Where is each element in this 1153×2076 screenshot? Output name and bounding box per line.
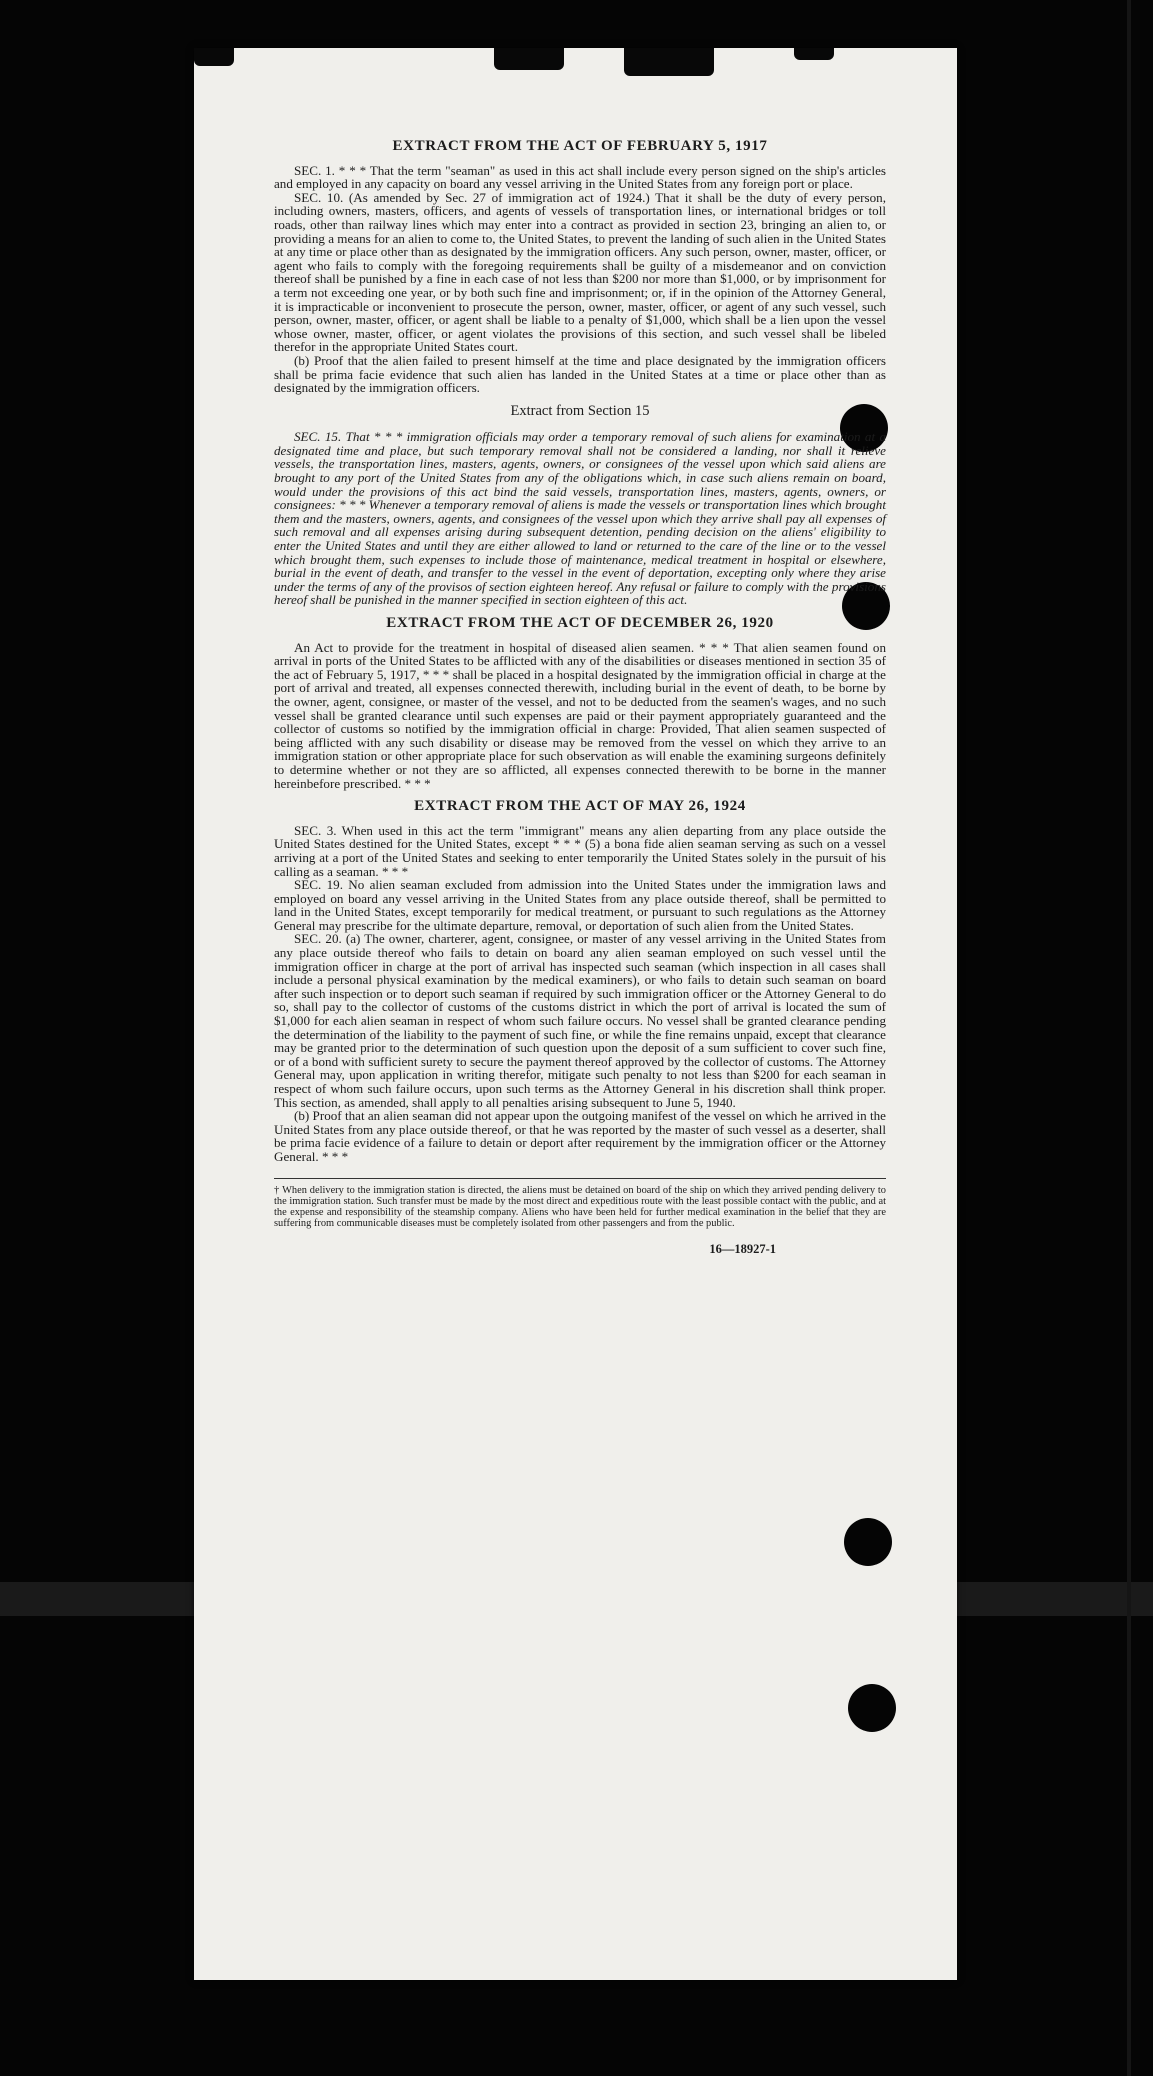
paragraph: SEC. 1. * * * That the term "seaman" as used in this act shall include every person signed on the ship's articles and employed in any capacity on board any vessel arriving in the United States from any foreign port or place. bbox=[274, 162, 886, 192]
paragraph: SEC. 3. When used in this act the term "immigrant" means any alien departing from any place outside the United States destined for the United States, except * * * (5) a bona fide alien seaman serving as such on a vessel arriving at a port of the United States and seeking to enter temporarily the United States solely in the pursuit of his calling as a seaman. * * * bbox=[274, 822, 886, 879]
footnote: † When delivery to the immigration station is directed, the aliens must be detained on board of the ship on which they arrived pending delivery to the immigration station. Such transfer must be made by the most direct and expeditious route with the least possible contact with the public, and at the expense and responsibility of the steamship company. Aliens who have been held for further medical examination in the belief that they are suffering from communicable diseases must be completely isolated from other passengers and from the public. bbox=[274, 1178, 886, 1230]
document-body bbox=[274, 140, 886, 1257]
section-heading: EXTRACT FROM THE ACT OF DECEMBER 26, 1920 bbox=[386, 615, 774, 631]
section-subheading: Extract from Section 15 bbox=[510, 402, 650, 419]
section-heading: EXTRACT FROM THE ACT OF FEBRUARY 5, 1917 bbox=[392, 138, 768, 154]
punch-hole bbox=[844, 1518, 892, 1566]
background-edge bbox=[1127, 0, 1131, 2076]
document-page bbox=[194, 48, 957, 1980]
paragraph: An Act to provide for the treatment in hospital of diseased alien seamen. * * * That alien seamen found on arrival in ports of the United States to be afflicted with any of the disabilities or diseases mentioned in section 35 of the act of February 5, 1917, * * * shall be placed in a hospital designated by the immigration official in charge at the port of arrival and treated, all expenses connected therewith, including burial in the event of death, to be borne by the owner, agent, consignee, or master of the vessel, and not to be deducted from the seamen's wages, and no such vessel shall be granted clearance until such expenses are paid or their payment appropriately guaranteed and the collector of customs so notified by the immigration official in charge: Provided, That alien seamen suspected of being afflicted with any such disability or disease may be removed from the vessel on which they arrive to an immigration station or other appropriate place for such observation as will enable the examining surgeons definitely to determine whether or not they are so afflicted, all expenses connected therewith to be borne in the manner hereinbefore prescribed. * * * bbox=[274, 639, 886, 791]
torn-edge bbox=[624, 48, 714, 76]
section-heading: EXTRACT FROM THE ACT OF MAY 26, 1924 bbox=[414, 798, 746, 815]
paragraph: SEC. 15. That * * * immigration officials may order a temporary removal of such aliens for examination at a designated time and place, but such temporary removal shall not be considered a landing, nor shall it relieve vessels, the transportation lines, masters, agents, owners, or consignees of the vessel upon which said aliens are brought to any port of the United States from any of the obligations which, in case such aliens remain on board, would under the provisions of this act bind the said vessels, transportation lines, masters, agents, owners, or consignees: * * * Whenever a temporary removal of aliens is made the vessels or transportation lines which brought them and the masters, owners, agents, and consignees of the vessel upon which they arrive shall pay all expenses of such removal and all expenses arising during subsequent detention, pending decision on the aliens' eligibility to enter the United States and until they are either allowed to land or returned to the care of the line or to the vessel which brought them, such expenses to include those of maintenance, medical treatment in hospital or elsewhere, burial in the event of death, and transfer to the vessel in the event of deportation, excepting only where they arise under the terms of any of the provisos of section eighteen hereof. Any refusal or failure to comply with the provisions hereof shall be punished in the manner specified in section eighteen of this act. bbox=[274, 429, 886, 608]
paragraph: SEC. 10. (As amended by Sec. 27 of immigration act of 1924.) That it shall be the duty of every person, including owners, masters, officers, and agents of vessels of transportation lines, or international bridges or toll roads, other than railway lines which may enter into a contract as provided in section 23, bringing an alien to, or providing a means for an alien to come to, the United States, to prevent the landing of such alien in the United States at any time or place other than as designated by the immigration officers. Any such person, owner, master, officer, or agent who fails to comply with the foregoing requirements shall be guilty of a misdemeanor and on conviction thereof shall be punished by a fine in each case of not less than $200 nor more than $1,000, or by imprisonment for a term not exceeding one year, or by both such fine and imprisonment; or, if in the opinion of the Attorney General, it is impracticable or inconvenient to prosecute the person, owner, master, officer, or agent of any such vessel, such person, owner, master, officer, or agent shall be liable to a penalty of $1,000, which shall be a lien upon the vessel whose owner, master, officer, or agent violates the provisions of this section, and such vessel shall be libeled therefor in the appropriate United States court. bbox=[274, 189, 886, 355]
document-number: 16—18927-1 bbox=[709, 1242, 776, 1257]
paragraph: SEC. 19. No alien seaman excluded from admission into the United States under the immigration laws and employed on board any vessel arriving in the United States from any place outside thereof, shall be permitted to land in the United States, except temporarily for medical treatment, or pursuant to such regulations as the Attorney General may prescribe for the ultimate departure, removal, or deportation of such alien from the United States. bbox=[274, 877, 886, 933]
paragraph: SEC. 20. (a) The owner, charterer, agent, consignee, or master of any vessel arriving in the United States from any place outside thereof who fails to detain on board any alien seaman employed on such vessel until the immigration officer in charge at the port of arrival has inspected such seaman (which inspection in all cases shall include a personal physical examination by the medical examiners), or who fails to detain such seaman on board after such inspection or to deport such seaman if required by such immigration officer or the Attorney General to do so, shall pay to the collector of customs of the customs district in which the port of arrival is located the sum of $1,000 for each alien seaman in respect of whom such failure occurs. No vessel shall be granted clearance pending the determination of the liability to the payment of such fine, or while the fine remains unpaid, except that clearance may be granted prior to the determination of such question upon the deposit of a sum sufficient to cover such fine, or of a bond with sufficient surety to secure the payment thereof approved by the collector of customs. The Attorney General may, upon application in writing therefor, mitigate such penalty to not less than $200 for each seaman in respect of whom such failure occurs, upon such terms as the Attorney General in his discretion shall think proper. This section, as amended, shall apply to all penalties arising subsequent to June 5, 1940. bbox=[274, 931, 886, 1110]
paragraph: (b) Proof that the alien failed to present himself at the time and place designated by the immigration officers shall be prima facie evidence that such alien has landed in the United States at a time or place other than as designated by the immigration officers. bbox=[274, 352, 886, 396]
torn-edge bbox=[194, 48, 234, 66]
torn-edge bbox=[494, 48, 564, 70]
punch-hole bbox=[848, 1684, 896, 1732]
paragraph: (b) Proof that an alien seaman did not appear upon the outgoing manifest of the vessel on which he arrived in the United States from any place outside thereof, or that he was reported by the master of such vessel as a deserter, shall be prima facie evidence of a failure to detain or deport after requirement by the immigration officer or the Attorney General. * * * bbox=[274, 1108, 886, 1164]
torn-edge bbox=[794, 48, 834, 60]
